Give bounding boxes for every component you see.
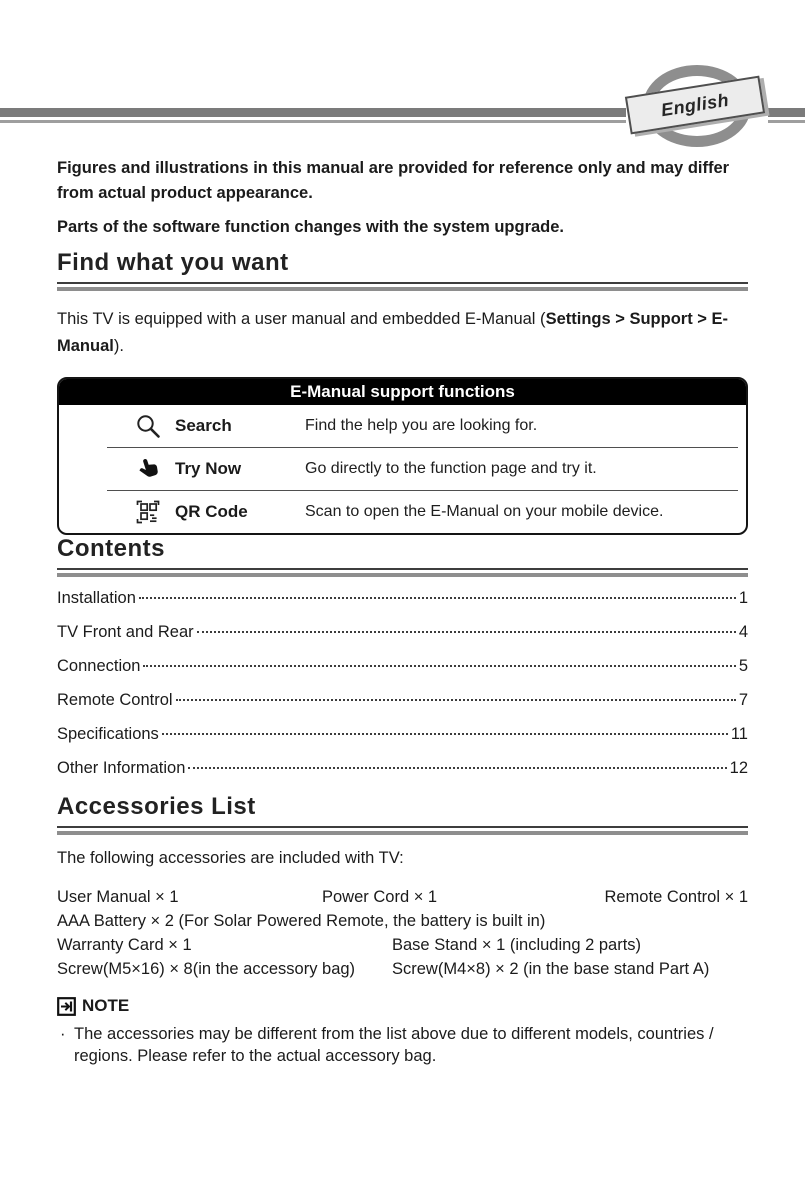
section-rule [57, 568, 748, 577]
toc-entry-label: Remote Control [57, 691, 173, 709]
hand-pointer-icon [135, 456, 175, 483]
table-row-desc: Go directly to the function page and try it. [305, 460, 597, 477]
toc-entry [57, 657, 748, 691]
table-row [59, 491, 746, 533]
emanual-support-table-header: E-Manual support functions [59, 379, 746, 405]
intro-line-1: Figures and illustrations in this manual are provided for reference only and may differ from actual product appearance. [57, 159, 730, 202]
toc-entry-page: 12 [729, 759, 748, 777]
table-row [59, 448, 746, 490]
table-row [59, 405, 746, 447]
accessory-item: Warranty Card × 1 [57, 936, 192, 954]
accessories-row [57, 885, 748, 909]
table-row-label: Search [175, 416, 232, 435]
find-body-suffix: ). [113, 337, 124, 355]
toc-entry-page: 1 [738, 589, 748, 607]
table-row-label: QR Code [175, 502, 248, 521]
accessories-row [57, 957, 748, 981]
qr-code-icon [135, 499, 175, 525]
intro-paragraphs [57, 156, 748, 240]
toc-entry-label: Connection [57, 657, 141, 675]
section-rule [57, 826, 748, 835]
accessory-item: AAA Battery × 2 (For Solar Powered Remote, the battery is built in) [57, 912, 546, 930]
section-title-contents: Contents [57, 535, 165, 562]
accessory-item: Screw(M5×16) × 8(in the accessory bag) [57, 960, 356, 978]
toc-dot-leader [143, 665, 735, 667]
note-bullet: · [60, 1025, 66, 1043]
table-of-contents [57, 589, 748, 793]
toc-dot-leader [197, 631, 736, 633]
table-row-desc: Scan to open the E-Manual on your mobile device. [305, 503, 664, 520]
toc-entry-label: Other Information [57, 759, 186, 777]
toc-entry [57, 589, 748, 623]
accessory-item: Screw(M4×8) × 2 (in the base stand Part A) [392, 960, 710, 978]
toc-dot-leader [176, 699, 736, 701]
language-badge-text: English [659, 89, 731, 120]
toc-entry [57, 623, 748, 657]
toc-entry-page: 4 [738, 623, 748, 641]
emanual-support-table [57, 377, 748, 535]
toc-entry-label: TV Front and Rear [57, 623, 194, 641]
accessories-row [57, 909, 748, 933]
toc-entry-page: 11 [730, 725, 748, 743]
toc-dot-leader [162, 733, 728, 735]
find-body-bold-path: Settings > Support > E-Manual [57, 310, 728, 355]
accessories-intro: The following accessories are included with TV: [57, 849, 404, 867]
section-title-find-what-you-want: Find what you want [57, 249, 289, 276]
accessories-row [57, 933, 748, 957]
note-text: The accessories may be different from the list above due to different models, countries / regions. Please refer to the actual accessory bag. [74, 1025, 714, 1065]
toc-entry-label: Specifications [57, 725, 159, 743]
find-section-body [57, 306, 748, 360]
accessory-item: Power Cord × 1 [322, 888, 438, 906]
toc-entry-label: Installation [57, 589, 136, 607]
toc-entry-page: 5 [738, 657, 748, 675]
language-badge [626, 62, 768, 152]
toc-dot-leader [188, 767, 726, 769]
toc-dot-leader [139, 597, 736, 599]
table-row-label: Try Now [175, 459, 242, 478]
note-arrow-boxed-icon [57, 997, 76, 1016]
accessory-item: Base Stand × 1 (including 2 parts) [392, 936, 642, 954]
page-content [57, 156, 748, 1067]
toc-entry [57, 725, 748, 759]
table-row-desc: Find the help you are looking for. [305, 417, 538, 434]
intro-line-2: Parts of the software function changes with the system upgrade. [57, 218, 565, 236]
section-rule [57, 282, 748, 291]
note-header [57, 996, 748, 1016]
find-body-prefix: This TV is equipped with a user manual and embedded E-Manual ( [57, 310, 546, 328]
toc-entry-page: 7 [738, 691, 748, 709]
search-icon [135, 413, 175, 440]
toc-entry [57, 759, 748, 793]
accessory-item: Remote Control × 1 [604, 888, 748, 906]
section-title-accessories-list: Accessories List [57, 793, 256, 820]
accessory-item: User Manual × 1 [57, 888, 179, 906]
toc-entry [57, 691, 748, 725]
note-body [57, 1023, 748, 1067]
note-label: NOTE [82, 996, 130, 1015]
